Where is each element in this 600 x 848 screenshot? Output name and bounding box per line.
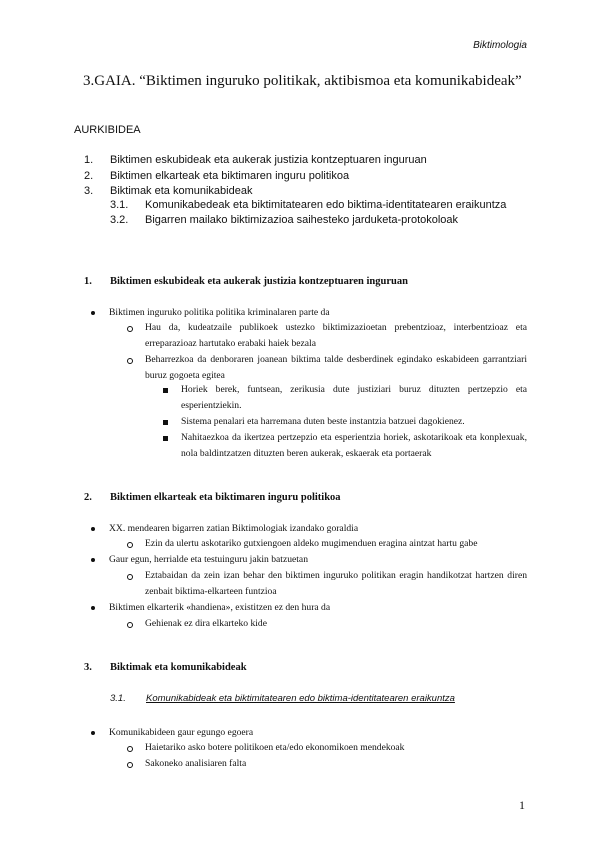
s2-bullet-3: Biktimen elkarterik «handiena», existitzen ez den hura da [109, 602, 331, 613]
s3-bullet-1a: Haietariko asko botere politikoen eta/edo ekonomikoen mendekoak [145, 742, 405, 753]
page-number: 1 [519, 798, 525, 812]
toc-num-2: 2. [84, 170, 94, 182]
toc-item-3-2[interactable]: Bigarren mailako biktimizazioa saihesteko jarduketa-protokoloak [145, 214, 459, 226]
toc-num-3-2: 3.2. [110, 214, 129, 226]
s2-bullet-2: Gaur egun, herrialde eta testuinguru jakin batzuetan [109, 554, 308, 565]
s2-bullet-2a: Eztabaidan da zein izan behar den biktimen inguruko politikan eragin handikotzat hartzen diren zenbait biktima-elkarteen funtzioa [145, 570, 527, 597]
s2-bullet-3a: Gehienak ez dira elkarteko kide [145, 618, 267, 629]
page-title: 3.GAIA. “Biktimen inguruko politikak, aktibismoa eta komunikabideak” [83, 73, 522, 89]
bullet-dot-icon [91, 311, 95, 315]
bullet-square-icon [163, 388, 168, 393]
subsection-3-1-number: 3.1. [110, 693, 126, 704]
bullet-circle-icon [127, 358, 133, 364]
s1-bullet-1: Biktimen inguruko politika politika kriminalaren parte da [109, 307, 330, 318]
bullet-dot-icon [91, 731, 95, 735]
s1-bullet-1b-i: Horiek berek, funtsean, zerikusia dute justiziari buruz dituzten pertzepzio eta esperientziekin. [181, 384, 527, 411]
bullet-circle-icon [127, 326, 133, 332]
bullet-circle-icon [127, 746, 133, 752]
toc-item-2[interactable]: Biktimen elkarteak eta biktimaren inguru politikoa [110, 170, 350, 182]
s2-bullet-1: XX. mendearen bigarren zatian Biktimologiak izandako goraldia [109, 523, 359, 534]
s3-bullet-1b: Sakoneko analisiaren falta [145, 758, 247, 769]
bullet-circle-icon [127, 762, 133, 768]
bullet-square-icon [163, 420, 168, 425]
s3-bullet-1: Komunikabideen gaur egungo egoera [109, 727, 254, 738]
toc-item-1[interactable]: Biktimen eskubideak eta aukerak justizia kontzeptuaren inguruan [110, 154, 427, 166]
toc-num-3: 3. [84, 185, 94, 197]
section-1-number: 1. [84, 276, 92, 287]
section-2-heading: Biktimen elkarteak eta biktimaren inguru politikoa [110, 492, 341, 503]
toc-num-1: 1. [84, 154, 94, 166]
bullet-circle-icon [127, 622, 133, 628]
bullet-dot-icon [91, 558, 95, 562]
bullet-circle-icon [127, 542, 133, 548]
s2-bullet-1a: Ezin da ulertu askotariko gutxiengoen aldeko mugimenduen eragina aintzat hartu gabe [145, 538, 478, 549]
toc-item-3-1[interactable]: Komunikabedeak eta biktimitatearen edo biktima-identitatearen eraikuntza [145, 199, 507, 211]
s1-bullet-1b-ii: Sistema penalari eta harremana duten beste instantzia batzuei dagokienez. [181, 416, 465, 427]
subsection-3-1-title: Komunikabideak eta biktimitatearen edo biktima-identitatearen eraikuntza [146, 693, 455, 704]
s1-bullet-1b-iii: Nahitaezkoa da ikertzea pertzepzio eta esperientzia horiek, askotarikoak eta konplexuak, nola baldintzatzen dituzten beren aukerak, eskaerak eta portaerak [181, 432, 527, 459]
toc-heading: AURKIBIDEA [74, 124, 141, 136]
bullet-dot-icon [91, 606, 95, 610]
running-header: Biktimologia [473, 40, 527, 51]
toc-num-3-1: 3.1. [110, 199, 129, 211]
s1-bullet-1a: Hau da, kudeatzaile publikoek ustezko biktimizazioetan prebentzioaz, interbentzioaz eta erreparazioaz hartutako erabaki haiek bezala [145, 322, 527, 349]
bullet-circle-icon [127, 574, 133, 580]
bullet-square-icon [163, 436, 168, 441]
s1-bullet-1b: Beharrezkoa da denboraren joanean biktima talde desberdinek egindako eskabideen garrantziari buruz gogoeta egitea [145, 354, 527, 381]
section-3-heading: Biktimak eta komunikabideak [110, 662, 247, 673]
section-2-number: 2. [84, 492, 92, 503]
bullet-dot-icon [91, 527, 95, 531]
section-3-number: 3. [84, 662, 92, 673]
subsection-3-1-heading [146, 693, 455, 704]
toc-item-3[interactable]: Biktimak eta komunikabideak [110, 185, 253, 197]
section-1-heading: Biktimen eskubideak eta aukerak justizia kontzeptuaren inguruan [110, 276, 408, 287]
